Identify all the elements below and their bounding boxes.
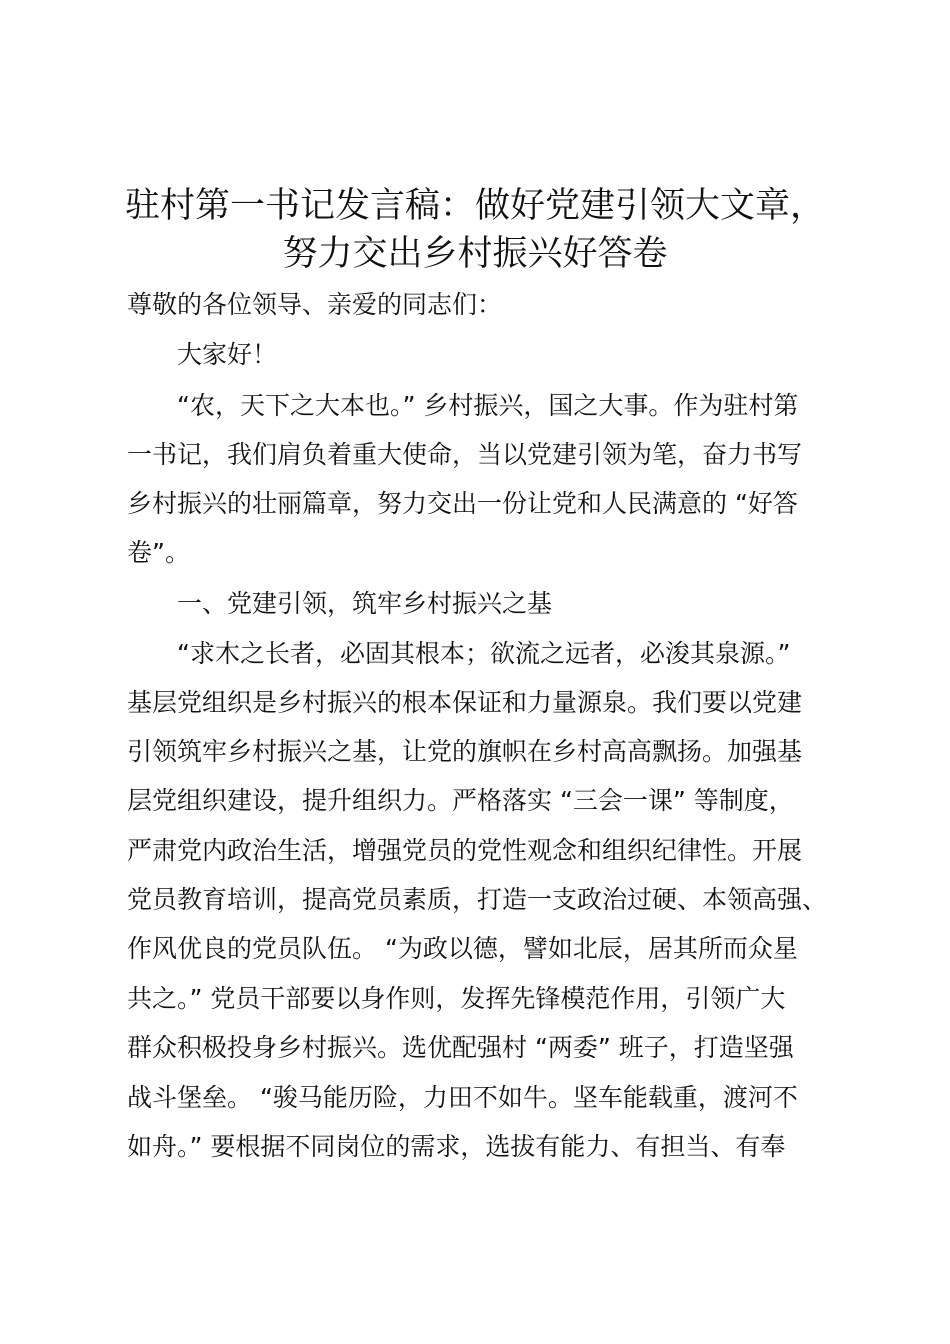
para2-line-10: 战斗堡垒。 “骏马能历险，力田不如牛。坚车能载重，渡河不 xyxy=(127,1083,798,1112)
para2-line-1: “求木之长者，必固其根本；欲流之远者，必浚其泉源。” xyxy=(177,639,791,668)
title-line-2: 努力交出乡村振兴好答卷 xyxy=(282,234,668,274)
para1-line-1: “农，天下之大本也。” 乡村振兴，国之大事。作为驻村第 xyxy=(177,391,799,420)
salutation: 尊敬的各位领导、亲爱的同志们： xyxy=(127,290,503,319)
para2-line-9: 群众积极投身乡村振兴。选优配强村 “两委” 班子，打造坚强 xyxy=(127,1033,794,1062)
para1-line-2: 一书记，我们肩负着重大使命，当以党建引领为笔，奋力书写 xyxy=(127,440,803,469)
para2-line-3: 引领筑牢乡村振兴之基，让党的旗帜在乡村高高飘扬。加强基 xyxy=(127,737,803,766)
para2-line-5: 严肃党内政治生活，增强党员的党性观念和组织纪律性。开展 xyxy=(127,836,803,865)
para2-line-2: 基层党组织是乡村振兴的根本保证和力量源泉。我们要以党建 xyxy=(127,688,803,717)
para1-line-4: 卷”。 xyxy=(127,538,190,567)
para2-line-4: 层党组织建设，提升组织力。严格落实 “三会一课” 等制度， xyxy=(127,786,794,815)
para1-line-3: 乡村振兴的壮丽篇章，努力交出一份让党和人民满意的 “好答 xyxy=(127,489,798,518)
para2-line-7: 作风优良的党员队伍。 “为政以德，譬如北辰，居其所而众星 xyxy=(127,934,798,963)
section-heading-1: 一、党建引领，筑牢乡村振兴之基 xyxy=(177,589,553,618)
para2-line-11: 如舟。” 要根据不同岗位的需求，选拔有能力、有担当、有奉 xyxy=(127,1132,786,1161)
para2-line-8: 共之。” 党员干部要以身作则，发挥先锋模范作用，引领广大 xyxy=(127,984,786,1013)
title-line-1: 驻村第一书记发言稿：做好党建引领大文章， xyxy=(124,186,825,226)
document-title xyxy=(100,182,850,278)
para2-line-6: 党员教育培训，提高党员素质，打造一支政治过硬、本领高强、 xyxy=(127,885,828,914)
greeting: 大家好！ xyxy=(177,340,278,369)
